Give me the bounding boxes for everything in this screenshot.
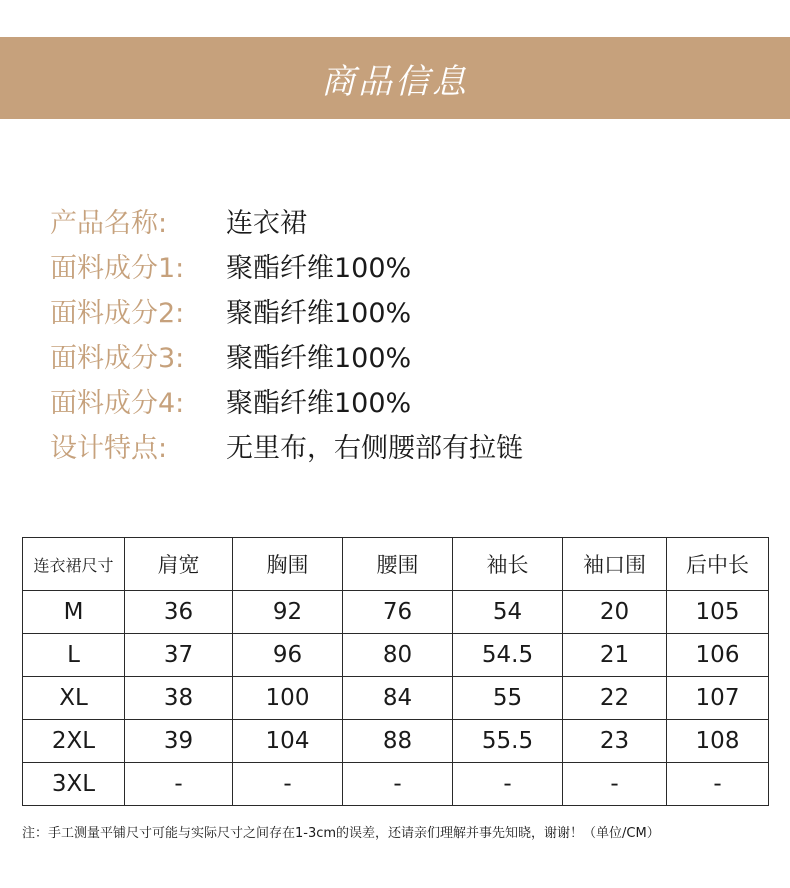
info-value: 聚酯纤维100%: [226, 298, 412, 329]
info-value: 连衣裙: [226, 208, 307, 239]
table-cell: 108: [667, 720, 769, 763]
table-cell: 106: [667, 634, 769, 677]
size-cell: 3XL: [23, 763, 125, 806]
table-cell: 96: [233, 634, 343, 677]
table-cell: 84: [343, 677, 453, 720]
column-header: 连衣裙尺寸: [23, 538, 125, 591]
column-header: 后中长: [667, 538, 769, 591]
info-label: 面料成分2:: [50, 298, 185, 329]
table-header-row: [23, 538, 769, 591]
size-cell: M: [23, 591, 125, 634]
size-cell: L: [23, 634, 125, 677]
info-row-fabric-3: [50, 333, 750, 378]
table-cell: 105: [667, 591, 769, 634]
table-cell: 23: [563, 720, 667, 763]
size-cell: 2XL: [23, 720, 125, 763]
table-cell: 54.5: [453, 634, 563, 677]
column-header: 肩宽: [125, 538, 233, 591]
table-cell: 54: [453, 591, 563, 634]
info-value: 聚酯纤维100%: [226, 253, 412, 284]
table-cell: -: [125, 763, 233, 806]
table-cell: 55: [453, 677, 563, 720]
table-cell: -: [233, 763, 343, 806]
table-cell: 76: [343, 591, 453, 634]
info-value: 聚酯纤维100%: [226, 388, 412, 419]
table-cell: -: [453, 763, 563, 806]
table-cell: 88: [343, 720, 453, 763]
table-row: [23, 634, 769, 677]
column-header: 腰围: [343, 538, 453, 591]
table-row: [23, 591, 769, 634]
info-row-name: [50, 198, 750, 243]
section-banner: [0, 37, 790, 119]
table-cell: 39: [125, 720, 233, 763]
info-label: 面料成分4:: [50, 388, 185, 419]
banner-title: 商品信息: [321, 61, 469, 102]
table-row: [23, 763, 769, 806]
table-cell: 92: [233, 591, 343, 634]
table-cell: 20: [563, 591, 667, 634]
table-cell: 36: [125, 591, 233, 634]
table-cell: 37: [125, 634, 233, 677]
info-row-fabric-4: [50, 378, 750, 423]
size-chart-table: [22, 537, 769, 806]
table-cell: 21: [563, 634, 667, 677]
info-row-design: [50, 423, 750, 468]
table-cell: -: [563, 763, 667, 806]
product-info-list: [50, 198, 750, 468]
measurement-note: 注：手工测量平铺尺寸可能与实际尺寸之间存在1-3cm的误差，还请亲们理解并事先知晓，谢谢！（单位/CM）: [22, 826, 660, 841]
info-label: 设计特点:: [50, 433, 168, 464]
size-cell: XL: [23, 677, 125, 720]
info-value: 无里布，右侧腰部有拉链: [226, 433, 523, 464]
info-label: 面料成分1:: [50, 253, 185, 284]
table-cell: 22: [563, 677, 667, 720]
info-row-fabric-2: [50, 288, 750, 333]
column-header: 袖长: [453, 538, 563, 591]
table-cell: 55.5: [453, 720, 563, 763]
table-cell: -: [343, 763, 453, 806]
info-value: 聚酯纤维100%: [226, 343, 412, 374]
table-cell: 107: [667, 677, 769, 720]
info-row-fabric-1: [50, 243, 750, 288]
table-cell: 38: [125, 677, 233, 720]
table-cell: -: [667, 763, 769, 806]
info-label: 面料成分3:: [50, 343, 185, 374]
table-row: [23, 677, 769, 720]
table-cell: 80: [343, 634, 453, 677]
column-header: 袖口围: [563, 538, 667, 591]
table-cell: 104: [233, 720, 343, 763]
column-header: 胸围: [233, 538, 343, 591]
table-cell: 100: [233, 677, 343, 720]
info-label: 产品名称:: [50, 208, 168, 239]
table-row: [23, 720, 769, 763]
